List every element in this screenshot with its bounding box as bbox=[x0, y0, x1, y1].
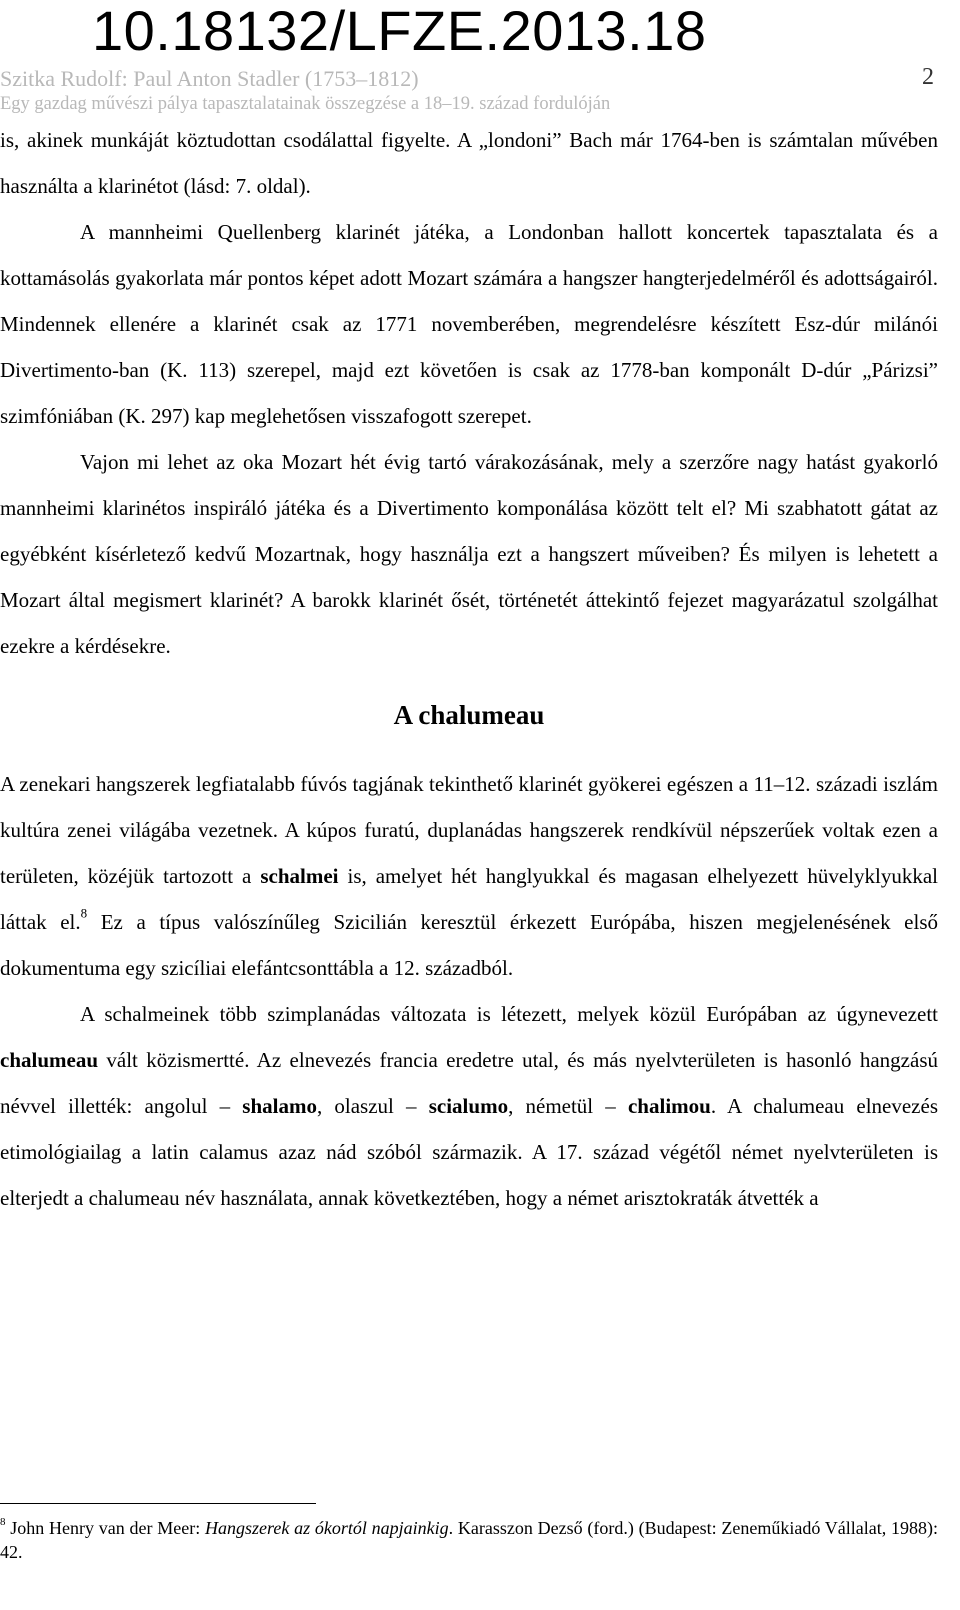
paragraph-2: A mannheimi Quellenberg klarinét játéka, a Londonban hallott koncertek tapasztalata és a kottamásolás gyakorlata már pontos képet adott Mozart számára a hangszer hangterjedelméről és adottságairól. Mindennek ellenére a klarinét csak az 1771 novemberében, megrendelésre készített Esz-dúr milánói Divertimento-ban (K. 113) szerepel, majd ezt követően is csak az 1778-ban komponált D-dúr „Párizsi” szimfóniában (K. 297) kap meglehetősen visszafogott szerepet. bbox=[0, 220, 938, 428]
paragraph-5 bbox=[0, 991, 938, 1221]
term-chalumeau: chalumeau bbox=[0, 1048, 99, 1072]
footnote-text-2: . Karasszon Dezső (ford.) (Budapest: Zeneműkiadó Vállalat, 1988): 42. bbox=[0, 1518, 938, 1562]
paragraph-4 bbox=[0, 761, 938, 991]
paragraph-1: is, akinek munkáját köztudottan csodálattal figyelte. A „londoni” Bach már 1764-ben is számtalan művében használta a klarinétot (lásd: 7. oldal). bbox=[0, 128, 938, 198]
p4-text-2: is, amelyet hét hanglyukkal és magasan elhelyezett hüvelyklyukkal láttak el. bbox=[0, 864, 938, 934]
running-header-title: Szitka Rudolf: Paul Anton Stadler (1753–1812) bbox=[0, 66, 419, 91]
p4-text-1: A zenekari hangszerek legfiatalabb fúvós tagjának tekinthető klarinét gyökerei egészen a 11–12. századi iszlám kultúra zenei világába vezetnek. A kúpos furatú, duplanádas hangszerek rendkívül népszerűek voltak ezen a területen, közéjük tartozott a bbox=[0, 772, 938, 888]
footnote-number: 8 bbox=[0, 1516, 6, 1529]
p5-text-5: . A chalumeau elnevezés etimológiailag a latin calamus azaz nád szóból származik. A 17. század végétől német nyelvterületen is elterjedt a chalumeau név használata, annak következtében, hogy a német arisztokraták átvették a bbox=[0, 1094, 938, 1210]
paragraph-3: Vajon mi lehet az oka Mozart hét évig tartó várakozásának, mely a szerzőre nagy hatást gyakorló mannheimi klarinétos inspiráló játéka és a Divertimento komponálása között telt el? Mi szabhatott gátat az egyébként kísérletező kedvű Mozartnak, hogy használja ezt a hangszert műveiben? És milyen is lehetett a Mozart által megismert klarinét? A barokk klarinét ősét, történetét áttekintő fejezet magyarázatul szolgálhat ezekre a kérdésekre. bbox=[0, 450, 938, 658]
footnote-book-title: Hangszerek az ókortól napjainkig bbox=[205, 1518, 449, 1538]
footnote bbox=[0, 1516, 938, 1564]
section-heading: A chalumeau bbox=[393, 700, 545, 730]
running-header-subtitle: Egy gazdag művészi pálya tapasztalatainak összegzése a 18–19. század fordulóján bbox=[0, 94, 611, 114]
section-heading-wrap bbox=[0, 669, 938, 761]
term-schalmei: schalmei bbox=[260, 864, 339, 888]
term-scialumo: scialumo bbox=[428, 1094, 509, 1118]
p5-text-1: A schalmeinek több szimplanádas változata is létezett, melyek közül Európában az úgynevezett bbox=[80, 1002, 938, 1026]
page-number: 2 bbox=[922, 64, 934, 90]
footnote-text-1: John Henry van der Meer: bbox=[5, 1518, 206, 1538]
body-text bbox=[0, 117, 938, 1221]
term-shalamo: shalamo bbox=[242, 1094, 317, 1118]
footnote-reference[interactable]: 8 bbox=[80, 905, 88, 921]
doi-watermark: 10.18132/LFZE.2013.18 bbox=[92, 0, 707, 62]
footnote-divider bbox=[0, 1503, 316, 1504]
term-chalimou: chalimou bbox=[627, 1094, 711, 1118]
p4-text-3: Ez a típus valószínűleg Szicilián keresztül érkezett Európába, hiszen megjelenésének első dokumentuma egy szicíliai elefántcsonttábla a 12. századból. bbox=[0, 910, 938, 980]
p5-text-3: , olaszul – bbox=[316, 1094, 429, 1118]
p5-text-4: , németül – bbox=[508, 1094, 628, 1118]
p5-text-2: vált közismertté. Az elnevezés francia eredetre utal, és más nyelvterületen is hasonló hangzású névvel illették: angolul – bbox=[0, 1048, 938, 1118]
